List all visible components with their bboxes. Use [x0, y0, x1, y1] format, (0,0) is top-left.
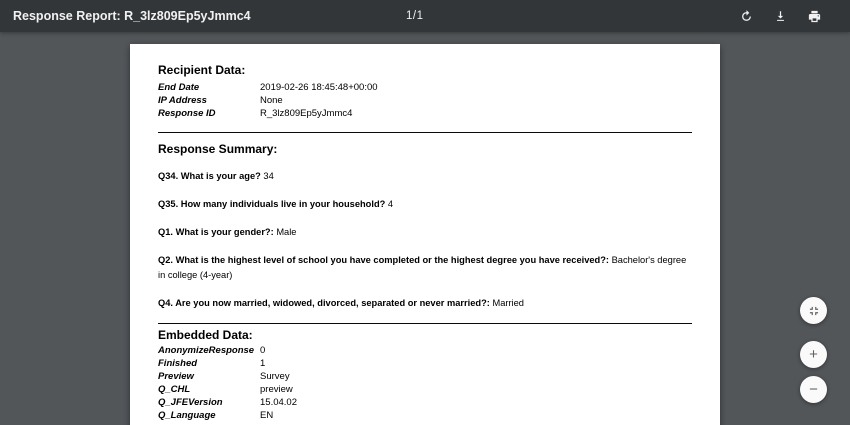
pdf-viewer — [0, 32, 850, 425]
minus-icon: − — [809, 381, 818, 398]
answer-text: 4 — [387, 198, 394, 209]
question-list — [158, 169, 692, 312]
row-value: None — [260, 95, 283, 106]
question-text: Q4. Are you now married, widowed, divorced, separated or never married?: — [158, 298, 490, 308]
page-indicator: 1/1 — [406, 10, 424, 22]
question-row — [158, 197, 692, 213]
data-row — [158, 107, 692, 120]
embedded-data-section — [158, 328, 692, 422]
zoom-controls — [800, 297, 827, 403]
row-value: 0 — [260, 344, 266, 356]
question-row — [158, 225, 692, 241]
rotate-button[interactable] — [738, 8, 754, 24]
data-row — [158, 383, 692, 396]
row-label: AnonymizeResponse — [158, 344, 255, 356]
row-value: Survey — [260, 370, 290, 382]
row-value: 15.04.02 — [260, 396, 297, 408]
data-row — [158, 81, 692, 94]
toolbar-actions — [738, 0, 822, 32]
document-title: Response Report: R_3lz809Ep5yJmmc4 — [13, 9, 251, 23]
data-row — [158, 396, 692, 409]
response-summary-section — [158, 142, 692, 312]
fit-page-button[interactable] — [800, 297, 827, 324]
embedded-data-heading: Embedded Data: — [158, 327, 253, 342]
question-text: Q1. What is your gender?: — [158, 226, 274, 237]
row-label: Preview — [158, 370, 194, 382]
question-text: Q35. How many individuals live in your household? — [158, 198, 386, 209]
section-divider — [158, 132, 692, 133]
data-row — [158, 94, 692, 107]
response-summary-heading: Response Summary: — [158, 142, 278, 156]
recipient-data-heading: Recipient Data: — [158, 63, 246, 77]
pdf-toolbar — [0, 0, 850, 32]
row-value: 2019-02-26 18:45:48+00:00 — [260, 82, 378, 93]
row-value: 1 — [260, 357, 266, 369]
data-row — [158, 370, 692, 383]
answer-text: Bachelor's degree in college (4-year) — [158, 254, 687, 280]
question-text: Q2. What is the highest level of school you have completed or the highest degree you have received?: — [158, 254, 610, 265]
print-icon — [807, 9, 822, 24]
data-row — [158, 344, 692, 357]
download-button[interactable] — [772, 8, 788, 24]
row-label: Q_JFEVersion — [158, 396, 223, 408]
row-label: IP Address — [158, 95, 207, 106]
row-label: Q_CHL — [158, 383, 191, 395]
row-label: End Date — [158, 82, 200, 93]
answer-text: Married — [492, 298, 524, 308]
question-row — [158, 253, 692, 284]
recipient-data-section — [158, 63, 692, 120]
section-divider — [158, 323, 692, 324]
data-row — [158, 409, 692, 422]
pdf-page — [130, 44, 720, 425]
data-row — [158, 357, 692, 370]
answer-text: Male — [276, 226, 297, 237]
question-text: Q34. What is your age? — [158, 170, 261, 181]
answer-text: 34 — [263, 170, 274, 181]
rotate-clockwise-icon — [739, 9, 754, 24]
row-label: Q_Language — [158, 409, 216, 421]
plus-icon: + — [809, 346, 818, 363]
row-label: Finished — [158, 357, 198, 369]
row-value: EN — [260, 409, 274, 421]
print-button[interactable] — [806, 8, 822, 24]
row-value: R_3lz809Ep5yJmmc4 — [260, 108, 353, 119]
question-row — [158, 296, 692, 312]
download-icon — [773, 9, 788, 24]
zoom-out-button[interactable] — [800, 376, 827, 403]
embedded-data-rows — [158, 344, 692, 422]
recipient-data-rows — [158, 81, 692, 120]
row-label: Response ID — [158, 108, 216, 119]
page-content — [130, 44, 720, 422]
zoom-in-button[interactable] — [800, 341, 827, 368]
fit-page-icon — [807, 304, 821, 318]
question-row — [158, 169, 692, 185]
row-value: preview — [260, 383, 293, 395]
